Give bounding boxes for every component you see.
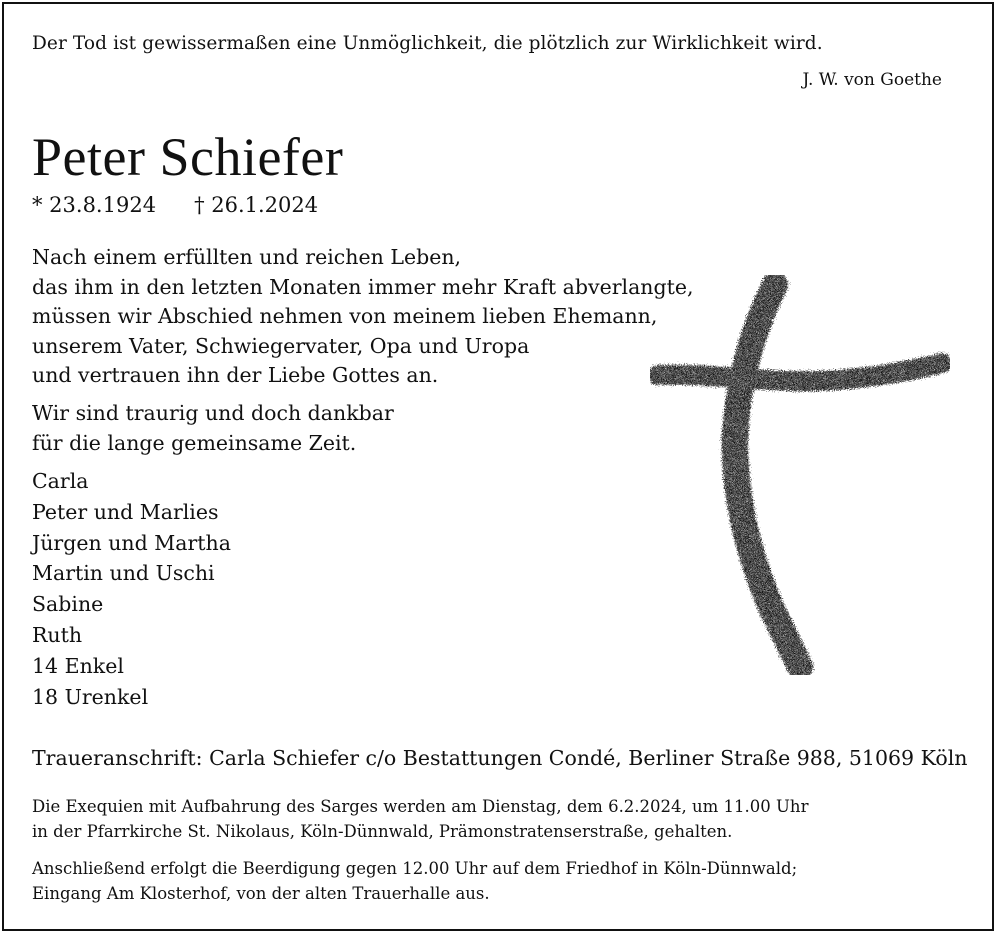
family-member: Jürgen und Martha (32, 530, 231, 555)
family-member: Carla (32, 469, 89, 493)
death-date: † 26.1.2024 (194, 193, 319, 217)
family-member: 18 Urenkel (32, 684, 149, 709)
family-member: Sabine (32, 592, 104, 617)
message-line: das ihm in den letzten Monaten immer mehr Kraft abverlangte, (32, 274, 694, 299)
service-line: in der Pfarrkirche St. Nikolaus, Köln-Dünnwald, Prämonstratenserstraße, gehalten. (32, 821, 733, 841)
charcoal-cross-icon (650, 275, 950, 675)
gratitude-line: Wir sind traurig und doch dankbar (32, 401, 394, 425)
message-line: und vertrauen ihn der Liebe Gottes an. (32, 363, 439, 387)
family-member: Martin und Uschi (32, 561, 215, 586)
burial-line: Eingang Am Klosterhof, von der alten Trauerhalle aus. (32, 883, 490, 903)
gratitude-message (32, 399, 394, 458)
farewell-message (32, 243, 694, 391)
burial-info (32, 857, 797, 906)
quote-text: Der Tod ist gewissermaßen eine Unmöglichkeit, die plötzlich zur Wirklichkeit wird. (32, 33, 823, 54)
family-member: Ruth (32, 622, 83, 647)
family-member: Peter und Marlies (32, 499, 219, 524)
family-member: 14 Enkel (32, 653, 124, 678)
burial-line: Anschließend erfolgt die Beerdigung gegen 12.00 Uhr auf dem Friedhof in Köln-Dünnwald; (32, 859, 798, 878)
service-line: Die Exequien mit Aufbahrung des Sarges werden am Dienstag, dem 6.2.2024, um 11.00 Uhr (32, 797, 809, 816)
deceased-name: Peter Schiefer (32, 127, 344, 187)
birth-date: * 23.8.1924 (32, 193, 157, 217)
life-dates (32, 193, 318, 217)
message-line: Nach einem erfüllten und reichen Leben, (32, 245, 462, 269)
service-info (32, 795, 808, 844)
message-line: unserem Vater, Schwiegervater, Opa und Uropa (32, 333, 530, 358)
quote-author: J. W. von Goethe (802, 70, 942, 90)
mourning-address: Traueranschrift: Carla Schiefer c/o Bestattungen Condé, Berliner Straße 988, 51069 Köln (32, 746, 968, 770)
family-list (32, 466, 231, 712)
gratitude-line: für die lange gemeinsame Zeit. (32, 430, 357, 455)
message-line: müssen wir Abschied nehmen von meinem lieben Ehemann, (32, 304, 658, 328)
